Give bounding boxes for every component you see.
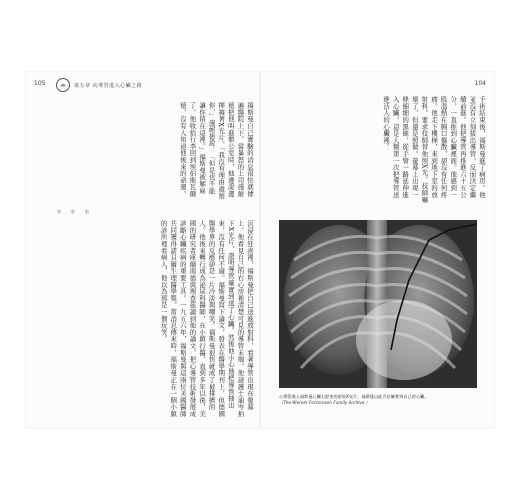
xray-photograph	[279, 220, 477, 388]
chest-xray-image	[279, 220, 477, 388]
left-body-bottom: 沉浸在狂喜裡，福斯曼把自己送進放射科，看著導管出現在螢幕上。他看見自己的右心房裡清楚可見的導管末端。他請護士迪岑拍下X光片，證明導管確實到達了心臟。然後他小心地把導管抽出來，沒有任何不適。福斯曼寫下論文，發表在醫學期刊上，但德國醫學界的反應卻是一片冷淡與嘲笑。福斯曼很快就成了被排擠的人。他後來轉行成為泌尿科醫師，在小鎮行醫。直到多年以後，美國的研究者庫爾南德與理查茲讀到他的論文，把心導管技術發展成診斷心臟疾病的重要工具。一九五六年，福斯曼與這兩位美國醫師共同獲得諾貝爾生理醫學獎。當消息傳來時，福斯曼正在一個小鎮的診所裡看病人，他以為那是一個玩笑。	[159, 220, 254, 418]
right-page-number: 104	[474, 80, 486, 87]
figure-caption	[279, 394, 477, 406]
running-header	[56, 78, 142, 92]
left-body-top: 福斯曼自己實驗的消息很快就傳遍醫院上下。當暴怒的上司施耐德把他叫進辦公室時，他邊說邊揮舞著X光片。「我沒有理由處罰你，」施耐德說：「但是也不能讓你留在這裡。」福斯曼被解雇了。他收拾行李回到埃伯斯瓦爾德，沒有人知道他後來的命運。	[178, 102, 254, 199]
figure-caption-text: 心導管進入福斯曼心臟右腔室的原始X光片。福斯曼以此方法確實到自己的心臟。	[279, 394, 429, 399]
left-page	[26, 72, 259, 428]
section-divider: ＊ ＊ ＊	[56, 209, 93, 216]
right-body: 手術結束後，福斯曼進了病房。他並沒有立刻拔出導管，反而決定繼續前進。他把導管再推進六十五公分，一直推到心臟裡面。他感到一股溫熱在胸口擴散，卻沒有任何疼痛。他走下樓梯，來到地下室的放射科，要求技師替他照X光。技師嚇壞了，但還是照做。螢幕上出現一條細細的黑線，從手臂一路延伸進入心臟。這是人類第一次把導管送進活人的心臟裡。	[382, 96, 486, 203]
right-page	[261, 72, 494, 428]
figure-credit: （The Werner Forssmann Family Archive.）	[279, 400, 370, 405]
chapter-ornament-icon	[56, 78, 70, 92]
left-page-number: 105	[34, 80, 46, 87]
running-head-title: 第五章 向導管進入心臟之路	[74, 82, 143, 89]
